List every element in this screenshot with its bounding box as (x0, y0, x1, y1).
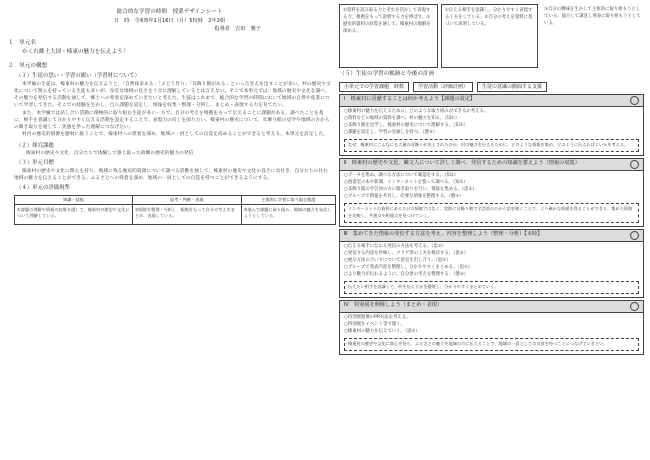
activity-item: ○展示方法の合い方について意見を出し合う。（思②） (344, 257, 451, 263)
inquiry-text: 榛東村の歴史や文化、自分たちで体験して感じ取った故郷の歴史的魅力の発信 (26, 151, 194, 157)
stage-block (339, 229, 644, 298)
stage-activities (340, 313, 643, 336)
stage-block (339, 300, 644, 355)
legend-support: 生徒の意識の側面する支援 (477, 82, 547, 93)
criteria-continuation (339, 4, 644, 68)
activity-item: ○課題を設定し、学習の見通しを持つ。（態③） (344, 130, 438, 136)
stage-heading-text: Ⅳ 特別展を開催しよう（まとめ・表現） (344, 301, 443, 308)
paragraph-3: 村内の歴史的資源を題材に扱うことで、榛東村への愛着を深め、地域の一員としての自覚を高めることができると考える。本単元を設定した。 (22, 132, 329, 138)
support-note: 伝えたい相手を意識して、何を伝えるかを整理し、分かりやすくまとめていく。 (344, 281, 639, 294)
circle-marker-icon (630, 96, 639, 105)
support-note: 榛東村の歴史や文化に関心を持ち、ふるさとの魅力を地域の方に伝えることで、地域の一員としての自覚を持つことにつなげていきたい。 (344, 338, 639, 351)
criteria-box-3: ③自分の興味を生かして主体的に取り組もうとしている。協力して調査し発表に取り組もうとしている。 (544, 7, 641, 27)
activity-item: ○発信する内容を吟味し、クラゲ形の工夫を検討する。（思②） (344, 250, 469, 256)
activity-item: ○特別展をイベント等で開く。 (344, 321, 405, 327)
unit-concept-heading: ２ 単元の構想 (8, 62, 48, 69)
stage-block (339, 158, 644, 227)
unit-title: かくれ郷土大国・榛東の魅力を伝えよう！ (22, 49, 129, 56)
activity-item: ○データを集め、調べる方法について確認をする。（知①） (344, 173, 460, 179)
plan-heading: （５）生徒の学習の軌跡と今後の計画 (339, 71, 435, 77)
circle-marker-icon (630, 231, 639, 240)
activity-item: ○榛東村の魅力を伝えるために、どのような取り組みができるか考える。 (344, 109, 489, 115)
eval-cell-attitude: ③進んで課題に取り組み、地域の魅力を発信しようとしている。 (241, 205, 335, 225)
goal-text: 榛東村の歴史や文化に関心を持ち、地域に残る歴史的資源について調べる活動を通して、榛東村の歴史や文化の良さに気付き、自分たちの住む地域の魅力を伝えることができる。ふるさとへの愛着を深め、地域の一員としての自覚を持つことができるようにする。 (14, 168, 329, 181)
circle-marker-icon (630, 160, 639, 169)
activity-item: ○特別展開催のPR方法を考える。 (344, 314, 411, 320)
eval-cell-knowledge: ①課題の理解や情報の収集を通して、榛東村の歴史や文化について理解している。 (15, 205, 133, 225)
stage-list (339, 94, 644, 354)
stage-activities (340, 171, 643, 201)
paragraph-2: また、本学級では話し合い活動に積極的に取り組む生徒が多い一方で、自分の考えを根拠をもって伝えることに課題がある。調べたことを基に、相手を意識して分かりやすく伝える活動を設定することで、表現力の向上を図りたい。榛東村の歴史について、耳飾り館の見学や地域の方からの聞き取りを通して、実感を伴った理解につなげたい。 (14, 110, 330, 131)
paragraph-1: 本学級の生徒は、榛東村の魅力を伝えようと、「自然探求ある」「ぶどう作り」「耳飾り館がある」といった答えを出すことが多い。村の歴史や文化について関心を持っている生徒も多いが、身近な地域の良さを十分に理解しているとは言えない。そこで本単元では、地域の歴史や文化を調べ、その魅力を発信する活動を通して、郷土への愛着を深めていきたいと考えた。生徒はこれまで、総合的な学習の時間において地域の自然や産業について学習してきた。そこでの経験を生かし、自ら課題を設定し、情報を収集・整理・分析し、まとめ・表現する力を育てたい。 (14, 81, 331, 109)
eval-header-attitude: 主体的に学習に取り組む態度 (241, 196, 335, 205)
subheading-goal: （３）単元目標 (16, 160, 54, 167)
unit-name-heading: １ 単元名 (8, 39, 36, 46)
eval-header-thinking: 思考・判断・表現 (132, 196, 241, 205)
stage-activities (340, 107, 643, 137)
activity-item: ○資料などの地域の資料を調べ、村の魅力を知る。（知①） (344, 116, 460, 122)
eval-header-knowledge: 知識・技能 (15, 196, 133, 205)
support-note: インターネットの資料にあるだけの情報ではなく、実際に耳飾り館で学芸員の方から話を聞くことで、より確かな情報を得ることができる。集めた情報を比較し、共通点や相違点を見つけていく。 (344, 203, 639, 222)
legend-task: 小単元での学習課題 時数 (339, 82, 409, 93)
activity-item: ○耳飾り館の学芸員の方に聞き取りを行い、情報を集める。（思②） (344, 187, 477, 193)
stage-activities (340, 242, 643, 279)
activity-item: ○より魅力が伝わるように、自分達の考えを整理する。（態③） (344, 272, 469, 278)
teacher-name: 指導者 吉田 雅子 (214, 26, 261, 33)
subheading-evaluation: （４）単元の評価規準 (16, 185, 70, 192)
activity-item: ○グループで発表内容を整理し、分かりやすくまとめる。（思②） (344, 264, 473, 270)
activity-item: ○グループで情報を共有し、必要な情報を整理する。（態③） (344, 194, 464, 200)
plan-legend (339, 82, 644, 93)
left-column (0, 0, 337, 229)
stage-heading-text: Ⅱ 榛東村の歴史や文化、織文人について詳しく調べ、発信するための知識を蓄えよう（情報の収集） (344, 160, 580, 167)
lesson-meta: 日 時 令和5年1月16日（月）5校時 2年2組 (113, 17, 226, 24)
circle-marker-icon (630, 302, 639, 311)
activity-item: ○耳飾り館を見学し、榛東村の歴史について理解する。（知①） (344, 123, 469, 129)
criteria-box-2: ①伝える相手を意識し、分かりやすく表現する工夫をしている。②自分の考えを資料に基づいて説明している。 (441, 4, 538, 68)
stage-heading (340, 301, 643, 313)
activity-item: ○伝える相手に伝わる発信の方法を考える。（思②） (344, 243, 447, 249)
stage-heading (340, 95, 643, 107)
stage-heading (340, 159, 643, 171)
right-column (337, 0, 650, 359)
legend-activity: 学習活動（評価計画） (413, 82, 473, 93)
activity-item: ○図書室の本や新聞、インターネットを使って調べる。（知①） (344, 180, 468, 186)
sheet-header (8, 8, 331, 34)
criteria-box-1: ①資料を読み取る力とそれを活かして表現する力、根拠をもって説明する力を伸ばす。②歴史的資料の収集を通して、榛東村の理解を深める。 (339, 4, 438, 68)
sheet-title: 総合的な学習の時間 授業デザインシート (116, 9, 223, 15)
subheading-inquiry: （２）探究課題 (16, 142, 54, 149)
stage-block (339, 94, 644, 156)
stage-heading (340, 230, 643, 242)
evaluation-table (14, 195, 336, 225)
eval-cell-thinking: ②情報を整理・分析し、根拠をもって自分の考えをまとめ、表現している。 (132, 205, 241, 225)
support-note: なぜ、榛東村にこんなにも大量の耳飾りが出土されたのか。村の魅力を伝えるために、どのような情報を集め、どのように伝えればよいかを考える。 (344, 139, 639, 152)
stage-heading-text: Ⅰ 榛東村に貢献することは何か考えよう【課題の設定】 (344, 96, 476, 103)
subheading-student-wishes: （１）生徒の思い・学習の願い（学習材について） (16, 73, 140, 80)
stage-heading-text: Ⅲ 集めてきた情報の発信する方法を考え、内容を整理しよう（整理・分析）【本時】 (344, 230, 543, 237)
activity-item: ○榛東村の魅力を伝えていく。（思②） (344, 328, 420, 334)
